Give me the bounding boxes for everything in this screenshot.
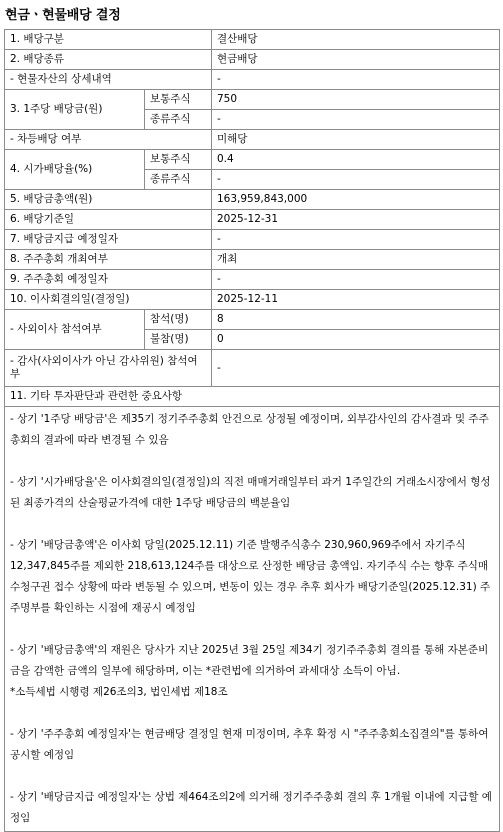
row-value: - [212, 110, 500, 130]
page-title: 현금ㆍ현물배당 결정 [5, 8, 121, 23]
row-value: - [212, 270, 500, 290]
row-label: 3. 1주당 배당금(원) [5, 90, 145, 130]
row-label: - 현물자산의 상세내역 [5, 70, 212, 90]
row-other-matters-notes [5, 407, 500, 832]
row-label: 11. 기타 투자판단과 관련한 중요사항 [5, 387, 500, 407]
row-value: - [212, 70, 500, 90]
row-agm-held [5, 250, 500, 270]
row-label: - 사외이사 참석여부 [5, 310, 145, 350]
row-label: 5. 배당금총액(원) [5, 190, 212, 210]
row-label: 2. 배당종류 [5, 50, 212, 70]
row-value: 결산배당 [212, 30, 500, 50]
note-paragraph: - 상기 '배당금총액'의 재원은 당사가 지난 2025년 3월 25일 제34기 정기주주총회 결의를 통해 자본준비금을 감액한 금액의 일부에 해당하며, 이는 *관련법에 의거하여 과세대상 소득이 아님. [10, 644, 489, 677]
row-label: 1. 배당구분 [5, 30, 212, 50]
note-paragraph: - 상기 '시가배당율'은 이사회결의일(결정일)의 직전 매매거래일부터 과거 1주일간의 거래소시장에서 형성된 최종가격의 산술평균가격에 대한 1주당 배당금의 백분율임 [10, 476, 491, 509]
row-value: 미해당 [212, 130, 500, 150]
row-value: 0 [212, 330, 500, 350]
note-paragraph: *소득세법 시행령 제26조의3, 법인세법 제18조 [10, 686, 228, 698]
row-value: 0.4 [212, 150, 500, 170]
row-value: - [212, 170, 500, 190]
row-differential-dividend [5, 130, 500, 150]
row-label: 4. 시가배당율(%) [5, 150, 145, 190]
row-value: 2025-12-31 [212, 210, 500, 230]
disclosure-table [4, 29, 500, 832]
row-label: 9. 주주총회 예정일자 [5, 270, 212, 290]
sub-label: 종류주식 [145, 110, 212, 130]
note-paragraph: - 상기 '주주총회 예정일자'는 현금배당 결정일 현재 미정이며, 추후 확정 시 "주주총회소집결의"를 통하여 공시할 예정임 [10, 728, 489, 761]
row-value: - [212, 230, 500, 250]
row-dps-common [5, 90, 500, 110]
sub-label: 종류주식 [145, 170, 212, 190]
row-label: - 차등배당 여부 [5, 130, 212, 150]
row-label: - 감사(사외이사가 아닌 감사위원) 참석여부 [5, 350, 212, 387]
note-paragraph: - 상기 '1주당 배당금'은 제35기 정기주주총회 안건으로 상정될 예정이며, 외부감사인의 감사결과 및 주주총회의 결과에 따라 변경될 수 있음 [10, 413, 489, 446]
row-auditor-attendance [5, 350, 500, 387]
note-paragraph: - 상기 '배당금지급 예정일자'는 상법 제464조의2에 의거해 정기주주총회 결의 후 1개월 이내에 지급할 예정임 [10, 791, 492, 824]
row-value: - [212, 350, 500, 387]
row-dividend-kind [5, 50, 500, 70]
row-total-dividend [5, 190, 500, 210]
row-label: 10. 이사회결의일(결정일) [5, 290, 212, 310]
sub-label: 불참(명) [145, 330, 212, 350]
sub-label: 보통주식 [145, 90, 212, 110]
row-payment-date [5, 230, 500, 250]
row-board-resolution-date [5, 290, 500, 310]
row-value: 750 [212, 90, 500, 110]
row-value: 개최 [212, 250, 500, 270]
sub-label: 참석(명) [145, 310, 212, 330]
row-value: 현금배당 [212, 50, 500, 70]
notes-cell [5, 407, 500, 832]
row-in-kind-details [5, 70, 500, 90]
row-yield-common [5, 150, 500, 170]
row-dividend-type [5, 30, 500, 50]
row-value: 2025-12-11 [212, 290, 500, 310]
row-value: 8 [212, 310, 500, 330]
row-value: 163,959,843,000 [212, 190, 500, 210]
row-label: 7. 배당금지급 예정일자 [5, 230, 212, 250]
row-outside-directors-present [5, 310, 500, 330]
row-other-matters-heading [5, 387, 500, 407]
sub-label: 보통주식 [145, 150, 212, 170]
row-agm-date [5, 270, 500, 290]
row-label: 6. 배당기준일 [5, 210, 212, 230]
row-label: 8. 주주총회 개최여부 [5, 250, 212, 270]
note-paragraph: - 상기 '배당금총액'은 이사회 당일(2025.12.11) 기준 발행주식총수 230,960,969주에서 자기주식 12,347,845주를 제외한 218,613,124주를 대상으로 산정한 배당금 총액임. 자기주식 수는 향후 주식매수청구권 접수 상황에 따라 변동될 수 있으며, 변동이 있는 경우 추후 회사가 배당기준일(2025.12.31) 주주명부를 확인하는 시점에 재공시 예정임 [10, 539, 491, 614]
row-record-date [5, 210, 500, 230]
